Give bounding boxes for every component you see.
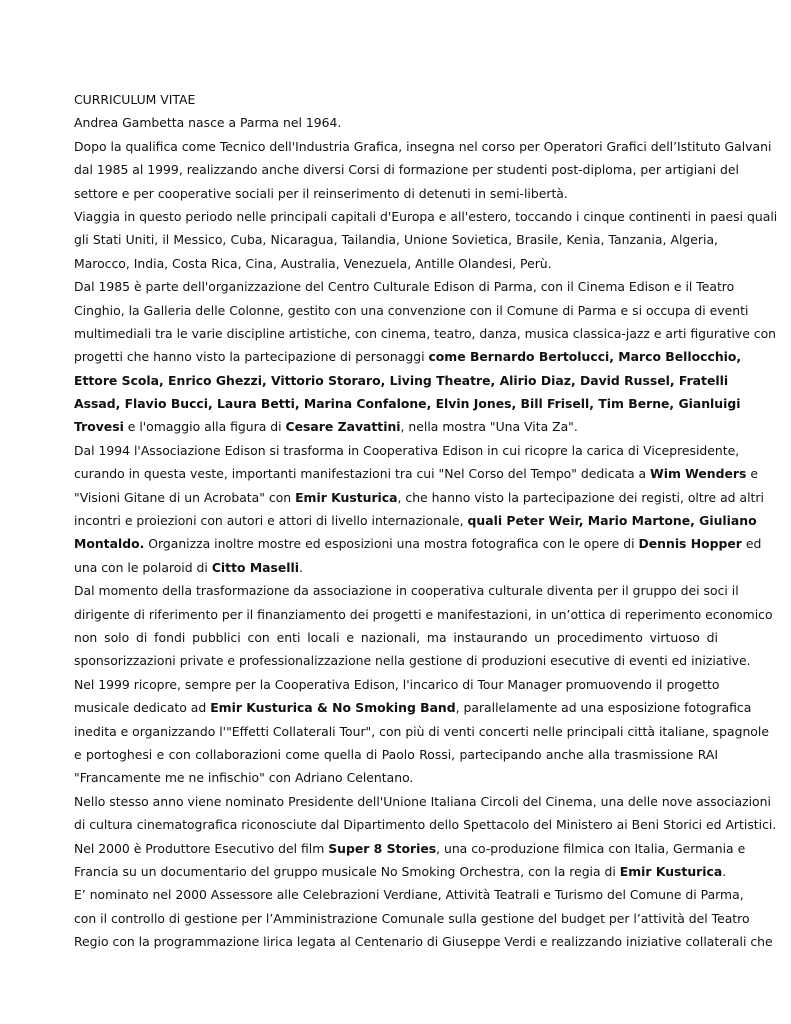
text-line [74,720,769,743]
text-line [74,766,718,789]
text-segment: e [746,466,758,482]
text-segment: musicale dedicato ad [74,700,211,716]
bold-text: come Bernardo Bertolucci, Marco Bellocchio, [428,349,742,365]
text-line [74,369,729,392]
text-segment: e portoghesi e con collaborazioni come quella di Paolo Rossi, partecipando anche alla trasmissione RAI [74,746,718,762]
document-body [74,88,778,953]
text-line [74,860,727,883]
text-segment: Nello stesso anno viene nominato Presidente dell'Unione Italiana Circoli del Cinema, una delle nove associazioni [74,793,771,809]
text-line [74,462,758,485]
text-segment: Dal 1985 è parte dell'organizzazione del Centro Culturale Edison di Parma, con il Cinema Edison e il Teatro [74,279,735,295]
text-segment: . [299,559,303,575]
bold-text: Wim Wenders [650,466,747,482]
text-segment: Nel 1999 ricopre, sempre per la Cooperativa Edison, l'incarico di Tour Manager promuovendo il progetto [74,676,720,692]
text-line [74,228,718,251]
text-segment: "Francamente me ne infischio" con Adriano Celentano. [74,770,414,786]
text-line [74,486,764,509]
text-segment: con il controllo di gestione per l’Amministrazione Comunale sulla gestione del budget per l’attività del Teatro [74,910,750,926]
text-line [74,345,742,368]
text-line [74,743,718,766]
text-line [74,837,746,860]
text-segment: Viaggia in questo periodo nelle principali capitali d'Europa e all'estero, toccando i cinque continenti in paesi quali [74,208,778,224]
text-segment: , nella mostra "Una Vita Za". [400,419,578,435]
text-segment: dirigente di riferimento per il finanziamento dei progetti e manifestazioni, in un’ottica di reperimento economico [74,606,773,622]
text-line [74,182,718,205]
text-segment: inedita e organizzando l'"Effetti Collaterali Tour", con più di venti concerti nelle principali città italiane, spagnole [74,723,769,739]
text-segment: ed [741,536,762,552]
text-line [74,275,735,298]
bold-text: Emir Kusturica & No Smoking Band [210,700,456,716]
text-line [74,813,777,836]
text-segment: di cultura cinematografica riconosciute dal Dipartimento dello Spettacolo del Ministero ai Beni Storici ed Artistici. [74,817,777,833]
text-segment: E’ nominato nel 2000 Assessore alle Celebrazioni Verdiane, Attività Teatrali e Turismo del Comune di Parma, [74,887,744,903]
text-segment: Andrea Gambetta nasce a Parma nel 1964. [74,115,342,131]
text-segment: sponsorizzazioni private e professionalizzazione nella gestione di produzioni esecutive di eventi ed iniziative. [74,653,751,669]
text-line [74,158,739,181]
text-segment: progetti che hanno visto la partecipazione di personaggi [74,349,429,365]
text-line [74,392,741,415]
text-line [74,790,771,813]
text-line [74,111,718,134]
bold-text: Emir Kusturica [295,489,398,505]
text-line [74,439,740,462]
text-segment: , una co-produzione filmica con Italia, Germania e [436,840,746,856]
bold-text: Cesare Zavattini [285,419,401,435]
bold-text: Ettore Scola, Enrico Ghezzi, Vittorio Storaro, Living Theatre, Alirio Diaz, David Russel, Fratelli [74,372,729,388]
text-segment: settore e per cooperative sociali per il reinserimento di detenuti in semi-libertà. [74,185,568,201]
text-line [74,205,778,228]
text-line [74,696,752,719]
text-line [74,252,718,275]
text-segment: Cinghio, la Galleria delle Colonne, gestito con una convenzione con il Comune di Parma e si occupa di eventi [74,302,749,318]
text-line [74,322,777,345]
text-line [74,556,718,579]
text-line [74,930,773,953]
text-segment: non solo di fondi pubblici con enti locali e nazionali, ma instaurando un procedimento virtuoso di [74,629,718,645]
text-segment: "Visioni Gitane di un Acrobata" con [74,489,296,505]
text-line [74,509,757,532]
text-line [74,579,739,602]
text-segment: Nel 2000 è Produttore Esecutivo del film [74,840,329,856]
text-segment: Dopo la qualifica come Tecnico dell'Industria Grafica, insegna nel corso per Operatori Grafici dell’Istituto Galvani [74,138,772,154]
text-line [74,673,718,696]
text-segment: , parallelamente ad una esposizione fotografica [455,700,752,716]
bold-text: Citto Maselli [211,559,300,575]
bold-text: Assad, Flavio Bucci, Laura Betti, Marina Confalone, Elvin Jones, Bill Frisell, Tim Berne, Gianluigi [74,396,741,412]
text-segment: una con le polaroid di [74,559,212,575]
bold-text: Dennis Hopper [638,536,742,552]
bold-text: quali Peter Weir, Mario Martone, Giuliano [467,513,757,529]
text-line [74,907,750,930]
text-segment: Dal momento della trasformazione da associazione in cooperativa culturale diventa per il gruppo dei soci il [74,583,739,599]
text-segment: CURRICULUM VITAE [74,92,196,107]
text-line [74,415,718,438]
text-line [74,135,772,158]
text-segment: Francia su un documentario del gruppo musicale No Smoking Orchestra, con la regia di [74,863,620,879]
text-segment: Regio con la programmazione lirica legata al Centenario di Giuseppe Verdi e realizzando iniziative collaterali che [74,934,773,950]
text-line [74,626,718,649]
text-segment: Dal 1994 l'Associazione Edison si trasforma in Cooperativa Edison in cui ricopre la carica di Vicepresidente, [74,442,740,458]
bold-text: Emir Kusturica [619,863,723,879]
text-line [74,299,749,322]
text-segment: multimediali tra le varie discipline artistiche, con cinema, teatro, danza, musica classica-jazz e arti figurative con [74,325,777,341]
text-segment: , che hanno visto la partecipazione dei registi, oltre ad altri [397,489,764,505]
text-segment: . [722,863,727,879]
bold-text: Super 8 Stories [328,840,437,856]
text-segment: Marocco, India, Costa Rica, Cina, Australia, Venezuela, Antille Olandesi, Perù. [74,255,552,271]
text-line [74,883,744,906]
text-segment: Organizza inoltre mostre ed esposizioni una mostra fotografica con le opere di [144,536,639,552]
bold-text: Trovesi [74,419,124,435]
text-line [74,649,751,672]
bold-text: Montaldo. [74,536,145,552]
document-heading [74,88,718,111]
text-segment: dal 1985 al 1999, realizzando anche diversi Corsi di formazione per studenti post-diploma, per artigiani del [74,162,739,178]
text-segment: incontri e proiezioni con autori e attori di livello internazionale, [74,513,468,529]
text-line [74,603,773,626]
text-segment: e l'omaggio alla figura di [123,419,286,435]
text-segment: gli Stati Uniti, il Messico, Cuba, Nicaragua, Tailandia, Unione Sovietica, Brasile, Kenia, Tanzania, Algeria, [74,232,718,248]
text-segment: curando in questa veste, importanti manifestazioni tra cui "Nel Corso del Tempo" dedicata a [74,466,651,482]
text-line [74,532,762,555]
